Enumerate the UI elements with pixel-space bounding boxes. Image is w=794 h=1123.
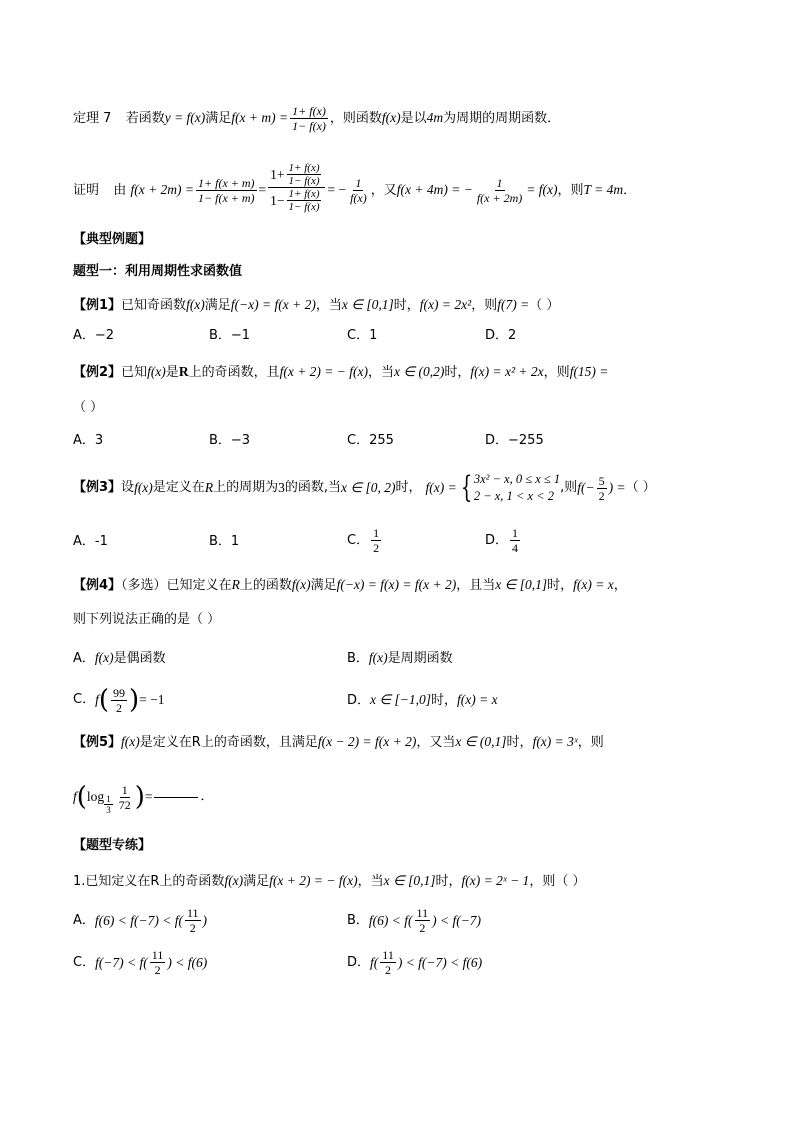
math: T = 4m (583, 182, 624, 197)
option-c: C． f(−7) < f( $\frac{11}{2}$ ) < f(6) (73, 948, 208, 977)
math: = f(x) (526, 182, 558, 197)
example-3 (73, 471, 656, 505)
practice-1 (73, 873, 585, 890)
text: ，又 (370, 183, 397, 198)
option-c: C． $\frac{1}{2}$ (347, 526, 380, 555)
math: f(x) (134, 480, 153, 495)
fraction: $\frac{1}{f(x)}$ (350, 176, 367, 205)
text: 由 (113, 183, 127, 198)
math: f(x) = 2ˣ − 1 (461, 873, 530, 888)
math: f(x + m) = (231, 110, 289, 125)
math: f(x) = 3ˣ (532, 734, 578, 749)
text: ． (623, 183, 637, 198)
text: ，则 (557, 183, 584, 198)
math: f(x) = 2x² (419, 297, 472, 312)
theorem-label: 定理 7 (73, 111, 112, 126)
text: 是 (165, 365, 179, 380)
math: 4m (426, 110, 444, 125)
math: x ∈ [0,1] (341, 297, 394, 312)
text: 设 (121, 480, 135, 495)
example-4 (73, 577, 627, 594)
text: ，且当 (456, 578, 496, 593)
option-a: A．f(x)是偶函数 (73, 650, 166, 666)
math: f(x) (224, 873, 244, 888)
math: R (178, 364, 189, 379)
option-a: A．−2 (73, 328, 115, 343)
option-a: A．-1 (73, 534, 108, 549)
option-b: B．f(x)是周期函数 (347, 650, 453, 666)
option-d: D．−255 (485, 433, 544, 448)
math: f(x) (121, 734, 140, 749)
math: x ∈ (0,1] (455, 734, 507, 749)
text: 为周期的周期函数． (443, 111, 561, 126)
compound-fraction: 1+ $\frac{1+ f(x)}{1- f(x)}$ 1− $\frac{1+ f(x)}{1- f(x)}$ (268, 162, 325, 213)
text: 是以 (400, 111, 427, 126)
math: f(7) = (497, 297, 530, 312)
text: ，则（ ） (529, 874, 586, 889)
text: 已知 (121, 365, 148, 380)
option-c: C． f ( $\frac{99}{2}$ ) = −1 (73, 685, 165, 715)
math: f(−x) = f(x + 2) (230, 297, 316, 312)
option-b: B． f(6) < f( $\frac{11}{2}$ ) < f(−7) (347, 906, 482, 935)
text: ，当 (315, 298, 342, 313)
text: 满足 (310, 578, 337, 593)
math: f(x) (147, 364, 166, 379)
text: 的函数,当 (284, 480, 341, 495)
text: ，则函数 (329, 111, 382, 126)
text: 时， (547, 578, 574, 593)
example-tag: 【例4】 (73, 578, 122, 593)
option-a: A．3 (73, 433, 104, 448)
example-5 (73, 734, 604, 751)
example-tag: 【例2】 (73, 365, 122, 380)
text: 时， (395, 480, 422, 495)
math: f(− (577, 480, 595, 495)
text: 上的函数 (239, 578, 292, 593)
math: 3 (278, 480, 285, 495)
math: y = f(x) (164, 110, 206, 125)
text: 是定义在 (152, 480, 205, 495)
example-4-line-2: 则下列说法正确的是（ ） (73, 612, 221, 627)
option-b: B．−3 (209, 433, 251, 448)
math: R (231, 577, 240, 592)
left-brace: { (460, 470, 472, 505)
text: ，则 (543, 365, 570, 380)
option-c: C．1 (347, 328, 378, 343)
math: x ∈ [0,1] (383, 873, 436, 888)
math: f(x) = x² + 2x (470, 364, 544, 379)
option-b: B．−1 (209, 328, 251, 343)
text: （多选）已知定义在 (121, 578, 232, 593)
math: f(15) = (569, 364, 609, 379)
text: ，又当 (416, 735, 456, 750)
option-d: D． $\frac{1}{4}$ (485, 526, 519, 555)
example-1 (73, 297, 559, 314)
text: 是定义在R上的奇函数，且满足 (139, 735, 318, 750)
text: 时， (393, 298, 420, 313)
math: = − (327, 182, 347, 197)
answer-paren: （ ） (529, 298, 560, 313)
section-typical-examples: 【典型例题】 (73, 232, 152, 247)
math: f(x + 2) = − f(x) (279, 364, 369, 379)
math: f(x) (291, 577, 311, 592)
fraction: $\frac{1+ f(x)}{1- f(x)}$ (292, 104, 326, 133)
section-practice: 【题型专练】 (73, 838, 152, 853)
option-d: D．x ∈ [−1,0]时，f(x) = x (347, 692, 498, 708)
option-a: A． f(6) < f(−7) < f( $\frac{11}{2}$ ) (73, 906, 208, 935)
text: 时， (444, 365, 471, 380)
text: 满足 (243, 874, 270, 889)
math: R (204, 480, 214, 495)
text: 已知奇函数 (121, 298, 187, 313)
text: 满足 (204, 298, 231, 313)
math: = (258, 182, 267, 197)
math: x ∈ [0,1] (495, 577, 548, 592)
math: f(x + 2m) = (130, 182, 195, 197)
text: 时， (435, 874, 462, 889)
text: 上的周期为 (213, 480, 279, 495)
math: f(x + 2) = − f(x) (269, 873, 358, 888)
example-tag: 【例5】 (73, 735, 122, 750)
answer-paren: （ ） (625, 480, 656, 495)
text: ， (613, 578, 627, 593)
example-tag: 【例1】 (73, 298, 122, 313)
text: 若函数 (125, 111, 165, 126)
example-2 (73, 364, 608, 381)
math: f(x) (381, 110, 401, 125)
text: ,则 (560, 480, 578, 495)
text: 时， (506, 735, 533, 750)
math: f(x) = (425, 480, 457, 495)
option-d: D． f( $\frac{11}{2}$ ) < f(−7) < f(6) (347, 948, 483, 977)
example-5-expression: f ( log $\frac{1}{3}$ $\frac{1}{72}$ ) = ． (73, 782, 214, 815)
option-b: B．1 (209, 534, 240, 549)
fraction: $\frac{5}{2}$ (598, 473, 605, 503)
answer-blank (154, 797, 198, 798)
text: 满足 (205, 111, 232, 126)
text: ，当 (368, 365, 395, 380)
text: 上的奇函数，且 (188, 365, 280, 380)
math: x ∈ [0, 2) (340, 480, 396, 495)
proof (73, 162, 637, 213)
math: x ∈ (0,2) (394, 364, 445, 379)
example-tag: 【例3】 (73, 480, 122, 495)
math: f(x) (186, 297, 205, 312)
fraction: $\frac{1}{f(x + 2m)}$ (476, 176, 523, 205)
math: f(−x) = f(x) = f(x + 2) (336, 577, 457, 592)
text: ，则 (471, 298, 498, 313)
theorem-7 (73, 104, 560, 133)
text: 1.已知定义在R上的奇函数 (73, 874, 225, 889)
math: f(x − 2) = f(x + 2) (317, 734, 417, 749)
proof-label: 证明 (73, 183, 100, 198)
option-c: C．255 (347, 433, 394, 448)
math: f(x) = x (573, 577, 614, 592)
text: ，当 (357, 874, 384, 889)
option-d: D．2 (485, 328, 517, 343)
fraction: $\frac{1+ f(x + m)}{1- f(x + m)}$ (198, 176, 255, 205)
answer-paren: （ ） (73, 400, 104, 415)
type-1-heading: 题型一：利用周期性求函数值 (73, 264, 243, 279)
math: ) = (608, 480, 626, 495)
math: f(x + 4m) = − (396, 182, 473, 197)
text: ，则 (577, 735, 604, 750)
piecewise-cases: 3x² − x, 0 ≤ x ≤ 1 2 − x, 1 < x < 2 (473, 472, 561, 503)
